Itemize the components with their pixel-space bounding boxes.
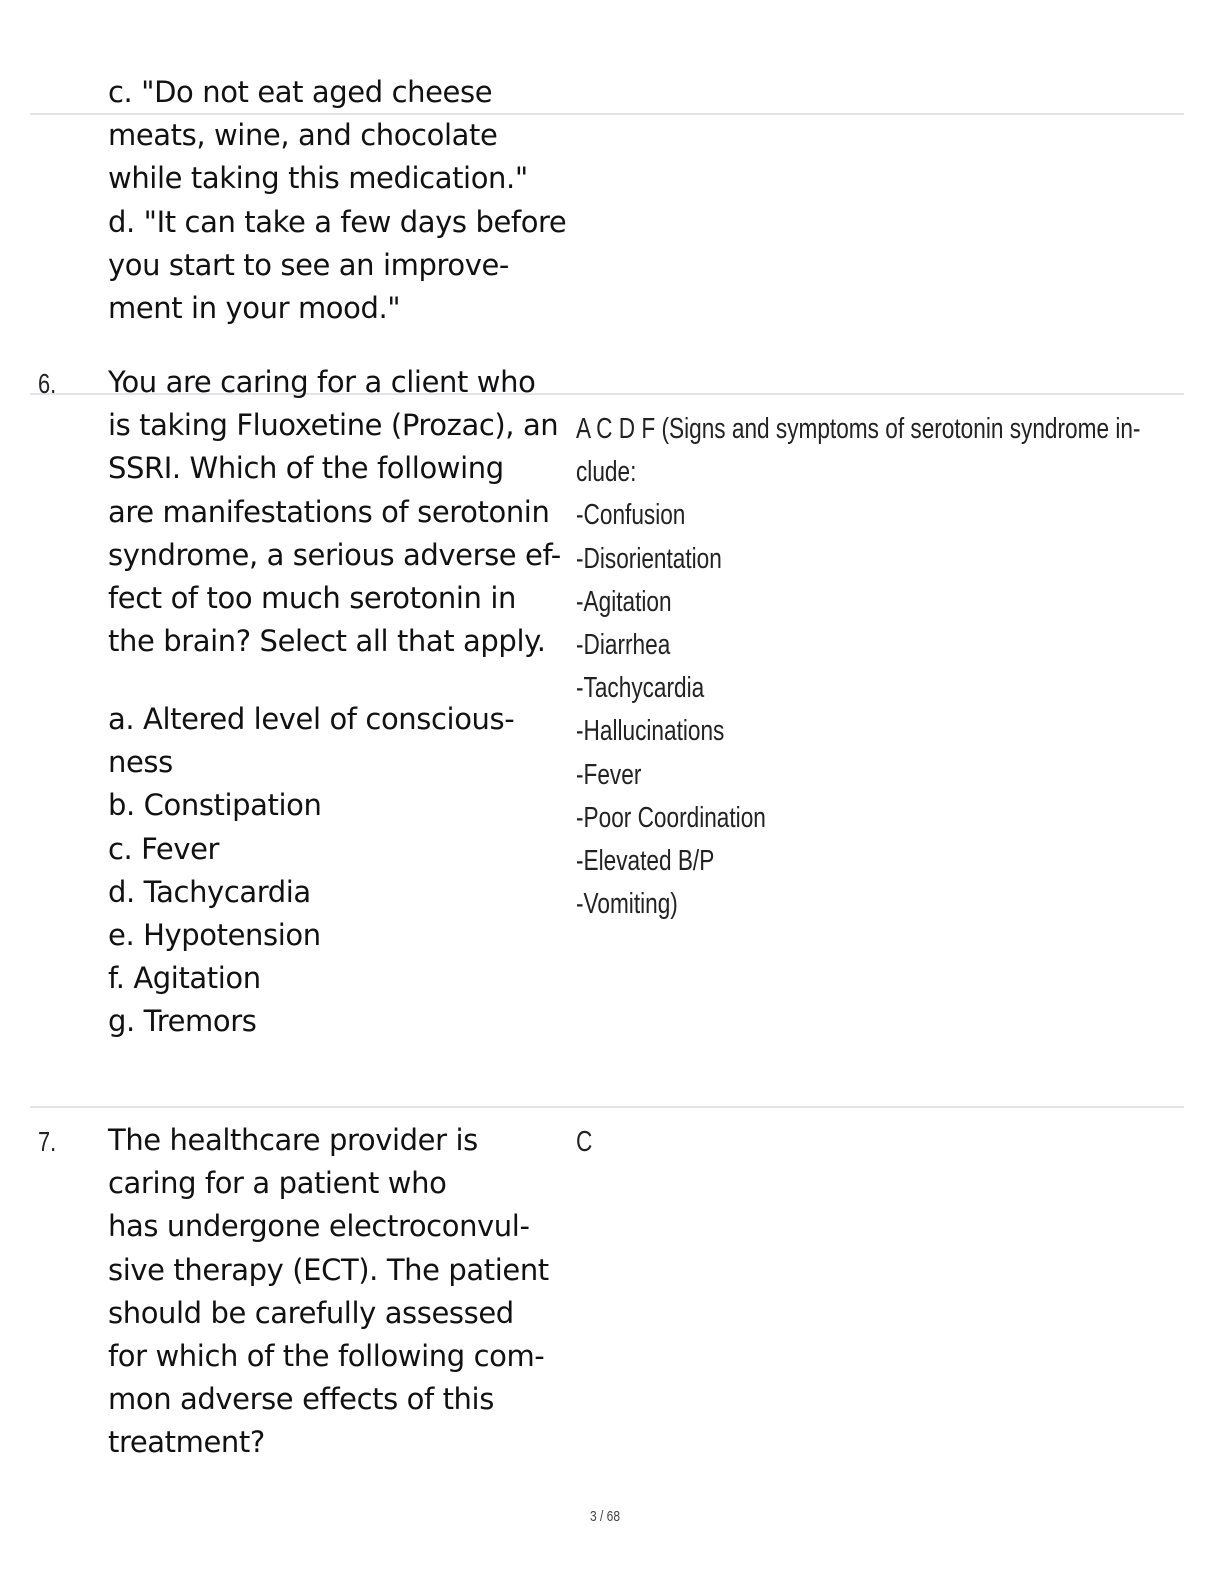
- stem-line: should be carefully assessed: [108, 1295, 514, 1330]
- answer-line: -Tachycardia: [576, 672, 705, 705]
- answer-line: -Elevated B/P: [576, 845, 715, 878]
- question-6-options: [108, 698, 578, 1044]
- stem-line: syndrome, a serious adverse ef-: [108, 537, 561, 572]
- stem-line: the brain? Select all that apply.: [108, 624, 546, 659]
- stem-line: sive therapy (ECT). The patient: [108, 1252, 549, 1287]
- stem-line: SSRI. Which of the following: [108, 451, 504, 486]
- answer-line: -Agitation: [576, 585, 672, 618]
- prev-question-options: [108, 71, 578, 330]
- option-line: f. Agitation: [108, 961, 261, 996]
- answer-line: -Vomiting): [576, 888, 678, 921]
- option-line: meats, wine, and chocolate: [108, 118, 498, 153]
- question-7-stem: [108, 1119, 578, 1465]
- answer-line: -Confusion: [576, 499, 686, 532]
- page-number: 3 / 68: [590, 1508, 621, 1525]
- row-divider: [30, 1106, 1184, 1108]
- answer-line: -Fever: [576, 758, 642, 791]
- question-number: 7.: [38, 1126, 57, 1157]
- answer-line: -Hallucinations: [576, 715, 725, 748]
- answer-line: A C D F (Signs and symptoms of serotonin syndrome in-: [576, 413, 1141, 445]
- stem-line: treatment?: [108, 1425, 265, 1460]
- stem-line: The healthcare provider is: [108, 1123, 478, 1157]
- answer-line: C: [576, 1126, 593, 1158]
- option-line: ness: [108, 745, 173, 780]
- option-line: c. "Do not eat aged cheese: [108, 75, 493, 109]
- option-line: you start to see an improve-: [108, 247, 509, 282]
- question-7-answer: [576, 1121, 592, 1164]
- option-line: while taking this medication.": [108, 161, 528, 196]
- answer-line: -Diarrhea: [576, 629, 671, 662]
- stem-line: caring for a patient who: [108, 1166, 447, 1201]
- option-line: c. Fever: [108, 831, 220, 866]
- stem-line: has undergone electroconvul-: [108, 1209, 530, 1244]
- answer-line: -Disorientation: [576, 542, 722, 575]
- answer-line: clude:: [576, 456, 637, 489]
- option-line: d. Tachycardia: [108, 874, 311, 909]
- stem-line: is taking Fluoxetine (Prozac), an: [108, 408, 559, 443]
- answer-line: -Poor Coordination: [576, 801, 766, 834]
- stem-line: mon adverse effects of this: [108, 1382, 494, 1417]
- stem-line: You are caring for a client who: [108, 365, 536, 399]
- option-line: e. Hypotension: [108, 918, 321, 953]
- option-line: b. Constipation: [108, 788, 322, 823]
- option-line: g. Tremors: [108, 1004, 257, 1039]
- option-line: ment in your mood.": [108, 291, 401, 326]
- option-line: a. Altered level of conscious-: [108, 702, 515, 736]
- question-6-stem: [108, 361, 578, 663]
- stem-line: for which of the following com-: [108, 1339, 545, 1374]
- option-line: d. "It can take a few days before: [108, 204, 567, 239]
- question-number: 6.: [38, 368, 57, 399]
- stem-line: fect of too much serotonin in: [108, 581, 516, 616]
- question-6-answer: [576, 408, 1140, 926]
- stem-line: are manifestations of serotonin: [108, 494, 550, 529]
